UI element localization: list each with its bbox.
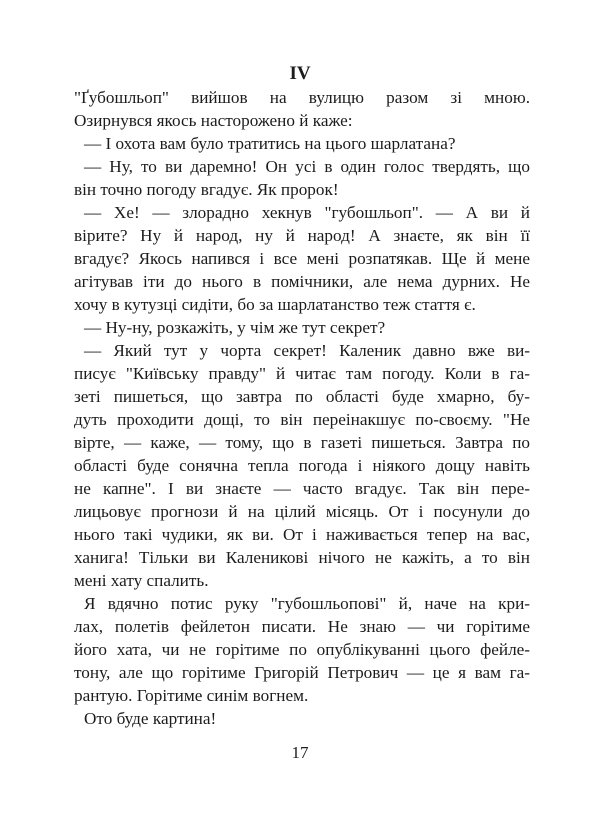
- chapter-heading: IV: [289, 63, 311, 84]
- text-line: мені хату спалить.: [74, 571, 209, 590]
- text-line: вірите? Ну й народ, ну й народ! А знаєте, як він її: [74, 226, 530, 245]
- text-line: рантую. Горітиме синім вогнем.: [74, 686, 309, 705]
- text-line: він точно погоду вгадує. Як пророк!: [74, 180, 339, 199]
- text-line: нього такі чудики, як ви. От і наживається тепер на вас,: [74, 525, 530, 544]
- text-line: хочу в кутузці сидіти, бо за шарлатанство теж стаття є.: [74, 295, 476, 314]
- text-line: — Який тут у чорта секрет! Каленик давно вже ви-: [84, 341, 530, 360]
- text-line: — Ну-ну, розкажіть, у чім же тут секрет?: [84, 318, 386, 337]
- text-line: ханига! Тільки ви Калениковi нічого не кажіть, а то він: [74, 548, 530, 567]
- text-line: лицьовує прогнози й на цілий місяць. От і посунули до: [74, 502, 530, 521]
- text-line: Озирнувся якось насторожено й каже:: [74, 111, 353, 130]
- text-line: — І охота вам було тратитись на цього шарлатана?: [84, 134, 456, 153]
- text-line: — Ну, то ви даремно! Он усі в один голос твердять, що: [84, 157, 530, 176]
- text-line: лах, полетів фейлетон писати. Не знаю — чи горітиме: [74, 617, 530, 636]
- text-line: Я вдячно потис руку "губошльопові" й, наче на кри-: [84, 594, 530, 613]
- text-line: дуть проходити дощі, то він переінакшує по-своєму. "Не: [74, 410, 530, 429]
- text-line: писує "Київську правду" й читає там погоду. Коли в га-: [74, 364, 530, 383]
- text-line: області буде сонячна тепла погода і ніякого дощу навіть: [74, 456, 530, 475]
- text-line: не капне". І ви знаєте — часто вгадує. Так він пере-: [74, 479, 530, 498]
- text-line: "Ґубошльоп" вийшов на вулицю разом зі мною.: [74, 88, 530, 107]
- text-line: — Хе! — злорадно хекнув "губошльоп". — А ви й: [84, 203, 530, 222]
- text-line: вірте, — каже, — тому, що в газеті пишеться. Завтра по: [74, 433, 530, 452]
- page-number: 17: [291, 743, 309, 762]
- text-line: вгадує? Якось напився і все мені розпатякав. Ще й мене: [74, 249, 530, 268]
- text-line: тону, але що горітиме Григорій Петрович — це я вам га-: [74, 663, 530, 682]
- text-line: його хата, чи не горітиме по опублікуванні цього фейле-: [74, 640, 530, 659]
- text-line: агітував іти до нього в помічники, але нема дурних. Не: [74, 272, 530, 291]
- text-line: Ото буде картина!: [84, 709, 217, 728]
- text-line: зеті пишеться, що завтра по області буде хмарно, бу-: [74, 387, 530, 406]
- body-text: [74, 86, 530, 730]
